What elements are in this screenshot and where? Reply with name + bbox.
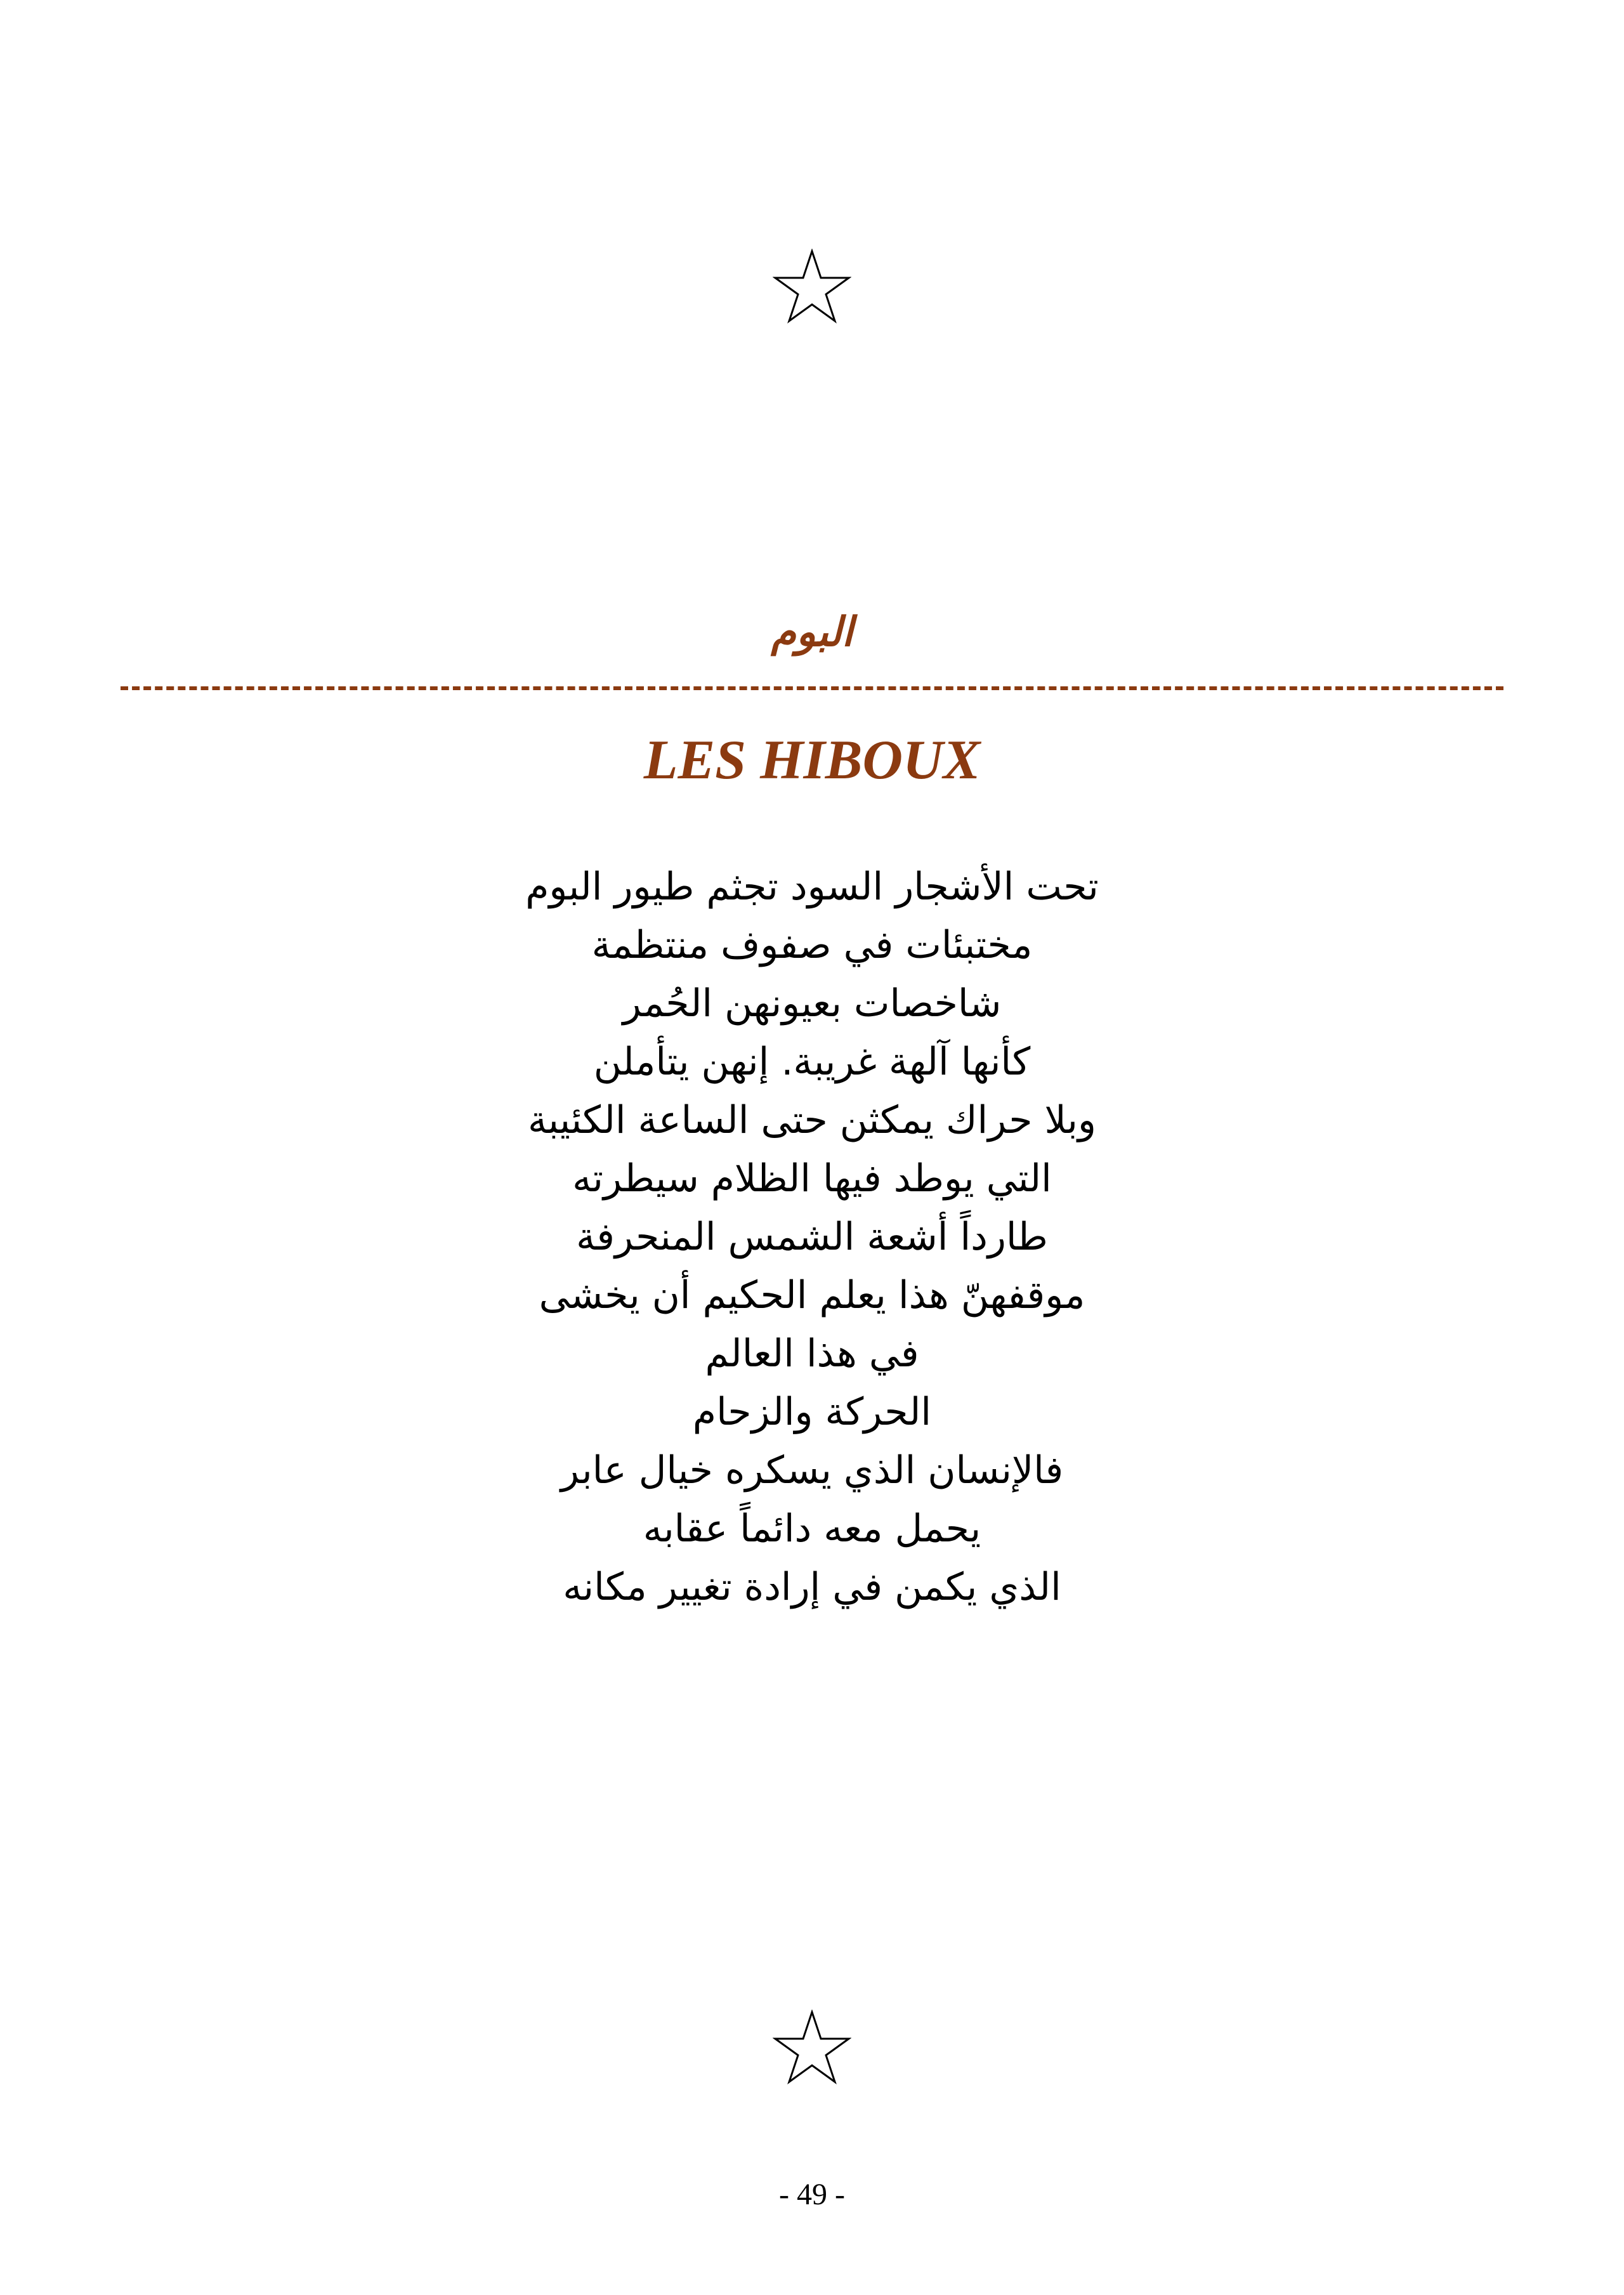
poem-line: كأنها آلهة غريبة. إنهن يتأملن [593,1040,1031,1084]
star-ornament-bottom-icon [773,2010,851,2086]
dashed-divider [121,686,1503,690]
poem-text [0,858,1624,1616]
poem-line: في هذا العالم [705,1331,919,1376]
poem-line: فالإنسان الذي يسكره خيال عابر [560,1448,1064,1493]
poem-line: الذي يكمن في إرادة تغيير مكانه [563,1565,1061,1609]
latin-title: LES HIBOUX [643,729,981,791]
poem-line: طارداً أشعة الشمس المنحرفة [576,1215,1048,1259]
poem-line: موقفهنّ هذا يعلم الحكيم أن يخشى [539,1273,1085,1318]
poem-line: مختبئات في صفوف منتظمة [591,923,1033,967]
poem-line: شاخصات بعيونهن الحُمر [622,981,1002,1026]
page-number: - 49 - [779,2178,845,2211]
star-ornament-top-icon [773,249,851,325]
arabic-title: البوم [771,609,853,656]
poem-line: وبلا حراك يمكثن حتى الساعة الكئيبة [528,1098,1096,1142]
poem-line: الحركة والزحام [692,1390,932,1434]
poem-line: التي يوطد فيها الظلام سيطرته [572,1156,1052,1201]
poem-line: يحمل معه دائماً عقابه [643,1507,981,1551]
poem-line: تحت الأشجار السود تجثم طيور البوم [525,865,1099,909]
